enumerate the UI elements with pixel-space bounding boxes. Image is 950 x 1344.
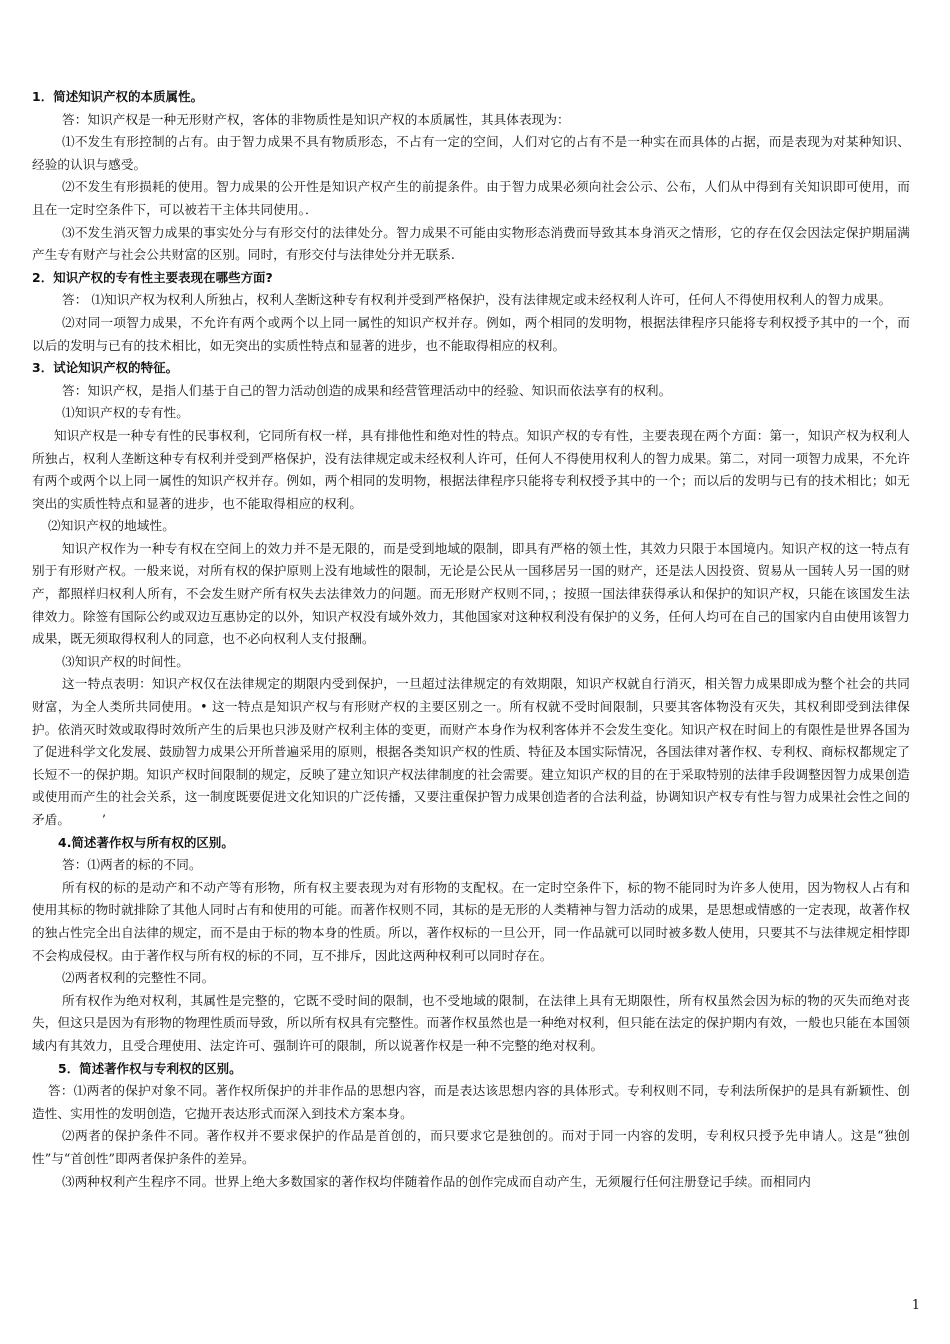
paragraph: 答：⑴两者的保护对象不同。著作权所保护的并非作品的思想内容，而是表达该思想内容的具体形式。专利权则不同，专利法所保护的是具有新颖性、创造性、实用性的发明创造，它抛开表达形式而深入到技术方案本身。 xyxy=(32,1083,910,1121)
paragraph: ⑵不发生有形损耗的使用。智力成果的公开性是知识产权产生的前提条件。由于智力成果必须向社会公示、公布，人们从中得到有关知识即可使用，而且在一定时空条件下，可以被若干主体共同使用。． xyxy=(32,179,910,217)
paragraph: 答：知识产权，是指人们基于自己的智力活动创造的成果和经营管理活动中的经验、知识而依法享有的权利。 xyxy=(62,382,672,398)
page-number: 1 xyxy=(911,1298,920,1313)
paragraph: ⑴不发生有形控制的占有。由于智力成果不具有物质形态，不占有一定的空间，人们对它的占有不是一种实在而具体的占据，而是表现为对某种知识、经验的认识与感受。 xyxy=(32,134,910,172)
paragraph: ⑶两种权利产生程序不同。世界上绝大多数国家的著作权均伴随着作品的创作完成而自动产生，无须履行任何注册登记手续。而相同内 xyxy=(62,1173,811,1189)
paragraph: ⑵对同一项智力成果，不允许有两个或两个以上同一属性的知识产权并存。例如，两个相同的发明物，根据法律程序只能将专利权授予其中的一个，而以后的发明与已有的技术相比，如无突出的实质性特点和显著的进步，也不能取得相应的权利。 xyxy=(32,314,910,353)
paragraph: ⑴知识产权的专有性。 xyxy=(62,405,189,421)
paragraph: ⑵知识产权的地域性。 xyxy=(48,518,175,534)
section-heading: 2．知识产权的专有性主要表现在哪些方面? xyxy=(32,269,273,285)
paragraph: ⑵两者的保护条件不同。著作权并不要求保护的作品是首创的，而只要求它是独创的。而对于同一内容的发明，专利权只授予先申请人。这是“独创性”与“首创性”即两者保护条件的差异。 xyxy=(32,1128,910,1166)
paragraph: 知识产权是一种专有性的民事权利，它同所有权一样，具有排他性和绝对性的特点。知识产权的专有性，主要表现在两个方面：第一，知识产权为权利人所独占，权利人垄断这种专有权利并受到严格保护，没有法律规定或未经权利人许可，任何人不得使用权利人的智力成果。第二，对同一项智力成果，不允许有两个或两个以上同一属性的知识产权并存。例如，两个相同的发明物，根据法律程序只能将专利权授予其中的一个；而以后的发明与已有的技术相比；如无突出的实质性特点和显著的进步，也不能取得相应的权利。 xyxy=(32,427,910,511)
paragraph: ⑶知识产权的时间性。 xyxy=(62,653,189,669)
section-heading: 1．简述知识产权的本质属性。 xyxy=(32,89,204,104)
paragraph: 这一特点表明：知识产权仅在法律规定的期限内受到保护，一旦超过法律规定的有效期限，知识产权就自行消灭，相关智力成果即成为整个社会的共同财富，为全人类所共同使用。• 这一特点是知识产权与有形财产权的主要区别之一。所有权就不受时间限制，只要其客体物没有灭失，其权利即受到法律保护。依消灭时效或取得时效所产生的后果也只涉及财产权利主体的变更，而财产本身作为权利客体并不会发生变化。知识产权在时间上的有限性是世界各国为了促进科学文化发展、鼓励智力成果公开所普遍采用的原则，根据各类知识产权的性质、特征及本国实际情况，各国法律对著作权、专利权、商标权都规定了长短不一的保护期。知识产权时间限制的规定，反映了建立知识产权法律制度的社会需要。建立知识产权的目的在于采取特别的法律手段调整因智力成果创造或使用而产生的社会关系，这一制度既要促进文化知识的广泛传播，又要注重保护智力成果创造者的合法利益，协调知识产权专有性与智力成果社会性之间的矛盾。 ’ xyxy=(32,676,910,827)
paragraph: 答： ⑴知识产权为权利人所独占，权利人垄断这种专有权利并受到严格保护，没有法律规定或未经权利人许可，任何人不得使用权利人的智力成果。 xyxy=(62,292,892,308)
document-body xyxy=(32,86,910,1193)
paragraph: 答：⑴两者的标的不同。 xyxy=(62,857,202,873)
paragraph: 所有权的标的是动产和不动产等有形物，所有权主要表现为对有形物的支配权。在一定时空条件下，标的物不能同时为许多人使用，因为物权人占有和使用其标的物时就排除了其他人同时占有和使用的可能。而著作权则不同，其标的是无形的人类精神与智力活动的成果，是思想或情感的一定表现，故著作权的独占性完全出自法律的规定，而不是由于标的物本身的性质。所以，著作权标的一旦公开，同一作品就可以同时被多数人使用，只要其不与法律规定相悖即不会构成侵权。由于著作权与所有权的标的不同，互不排斥，因此这两种权利可以同时存在。 xyxy=(32,879,910,963)
section-heading: 4.简述著作权与所有权的区别。 xyxy=(58,834,234,850)
paragraph: 答：知识产权是一种无形财产权，客体的非物质性是知识产权的本质属性，其具体表现为： xyxy=(62,111,570,127)
section-heading: 3．试论知识产权的特征。 xyxy=(32,360,179,376)
paragraph: ⑶不发生消灭智力成果的事实处分与有形交付的法律处分。智力成果不可能由实物形态消费而导致其本身消灭之情形，它的存在仅会因法定保护期届满产生专有财产与社会公共财富的区别。同时，有形交付与法律处分并无联系. xyxy=(32,224,910,263)
paragraph: 知识产权作为一种专有权在空间上的效力并不是无限的，而是受到地域的限制，即具有严格的领土性，其效力只限于本国境内。知识产权的这一特点有别于有形财产权。一般来说，对所有权的保护原则上没有地域性的限制，无论是公民从一国移居另一国的财产，还是法人因投资、贸易从一国转人另一国的财产，都照样归权利人所有，不会发生财产所有权失去法律效力的问题。而无形财产权则不同，；按照一国法律获得承认和保护的知识产权，只能在该国发生法律效力。除签有国际公约或双边互惠协定的以外，知识产权没有域外效力，其他国家对这种权利没有保护的义务，任何人均可在自己的国家内自由使用该智力成果，既无须取得权利人的同意，也不必向权利人支付报酬。 xyxy=(32,540,910,647)
paragraph: 所有权作为绝对权利，其属性是完整的，它既不受时间的限制，也不受地域的限制，在法律上具有无期限性，所有权虽然会因为标的物的灭失而绝对丧失，但这只是因为有形物的物理性质而导致，所以所有权具有完整性。而著作权虽然也是一种绝对权利，但只能在法定的保护期内有效，一般也只能在本国领域内有其效力，且受合理使用、法定许可、强制许可的限制，所以说著作权是一种不完整的绝对权利。 xyxy=(32,992,910,1053)
section-heading: 5．简述著作权与专利权的区别。 xyxy=(58,1060,242,1076)
paragraph: ⑵两者权利的完整性不同。 xyxy=(62,970,215,986)
